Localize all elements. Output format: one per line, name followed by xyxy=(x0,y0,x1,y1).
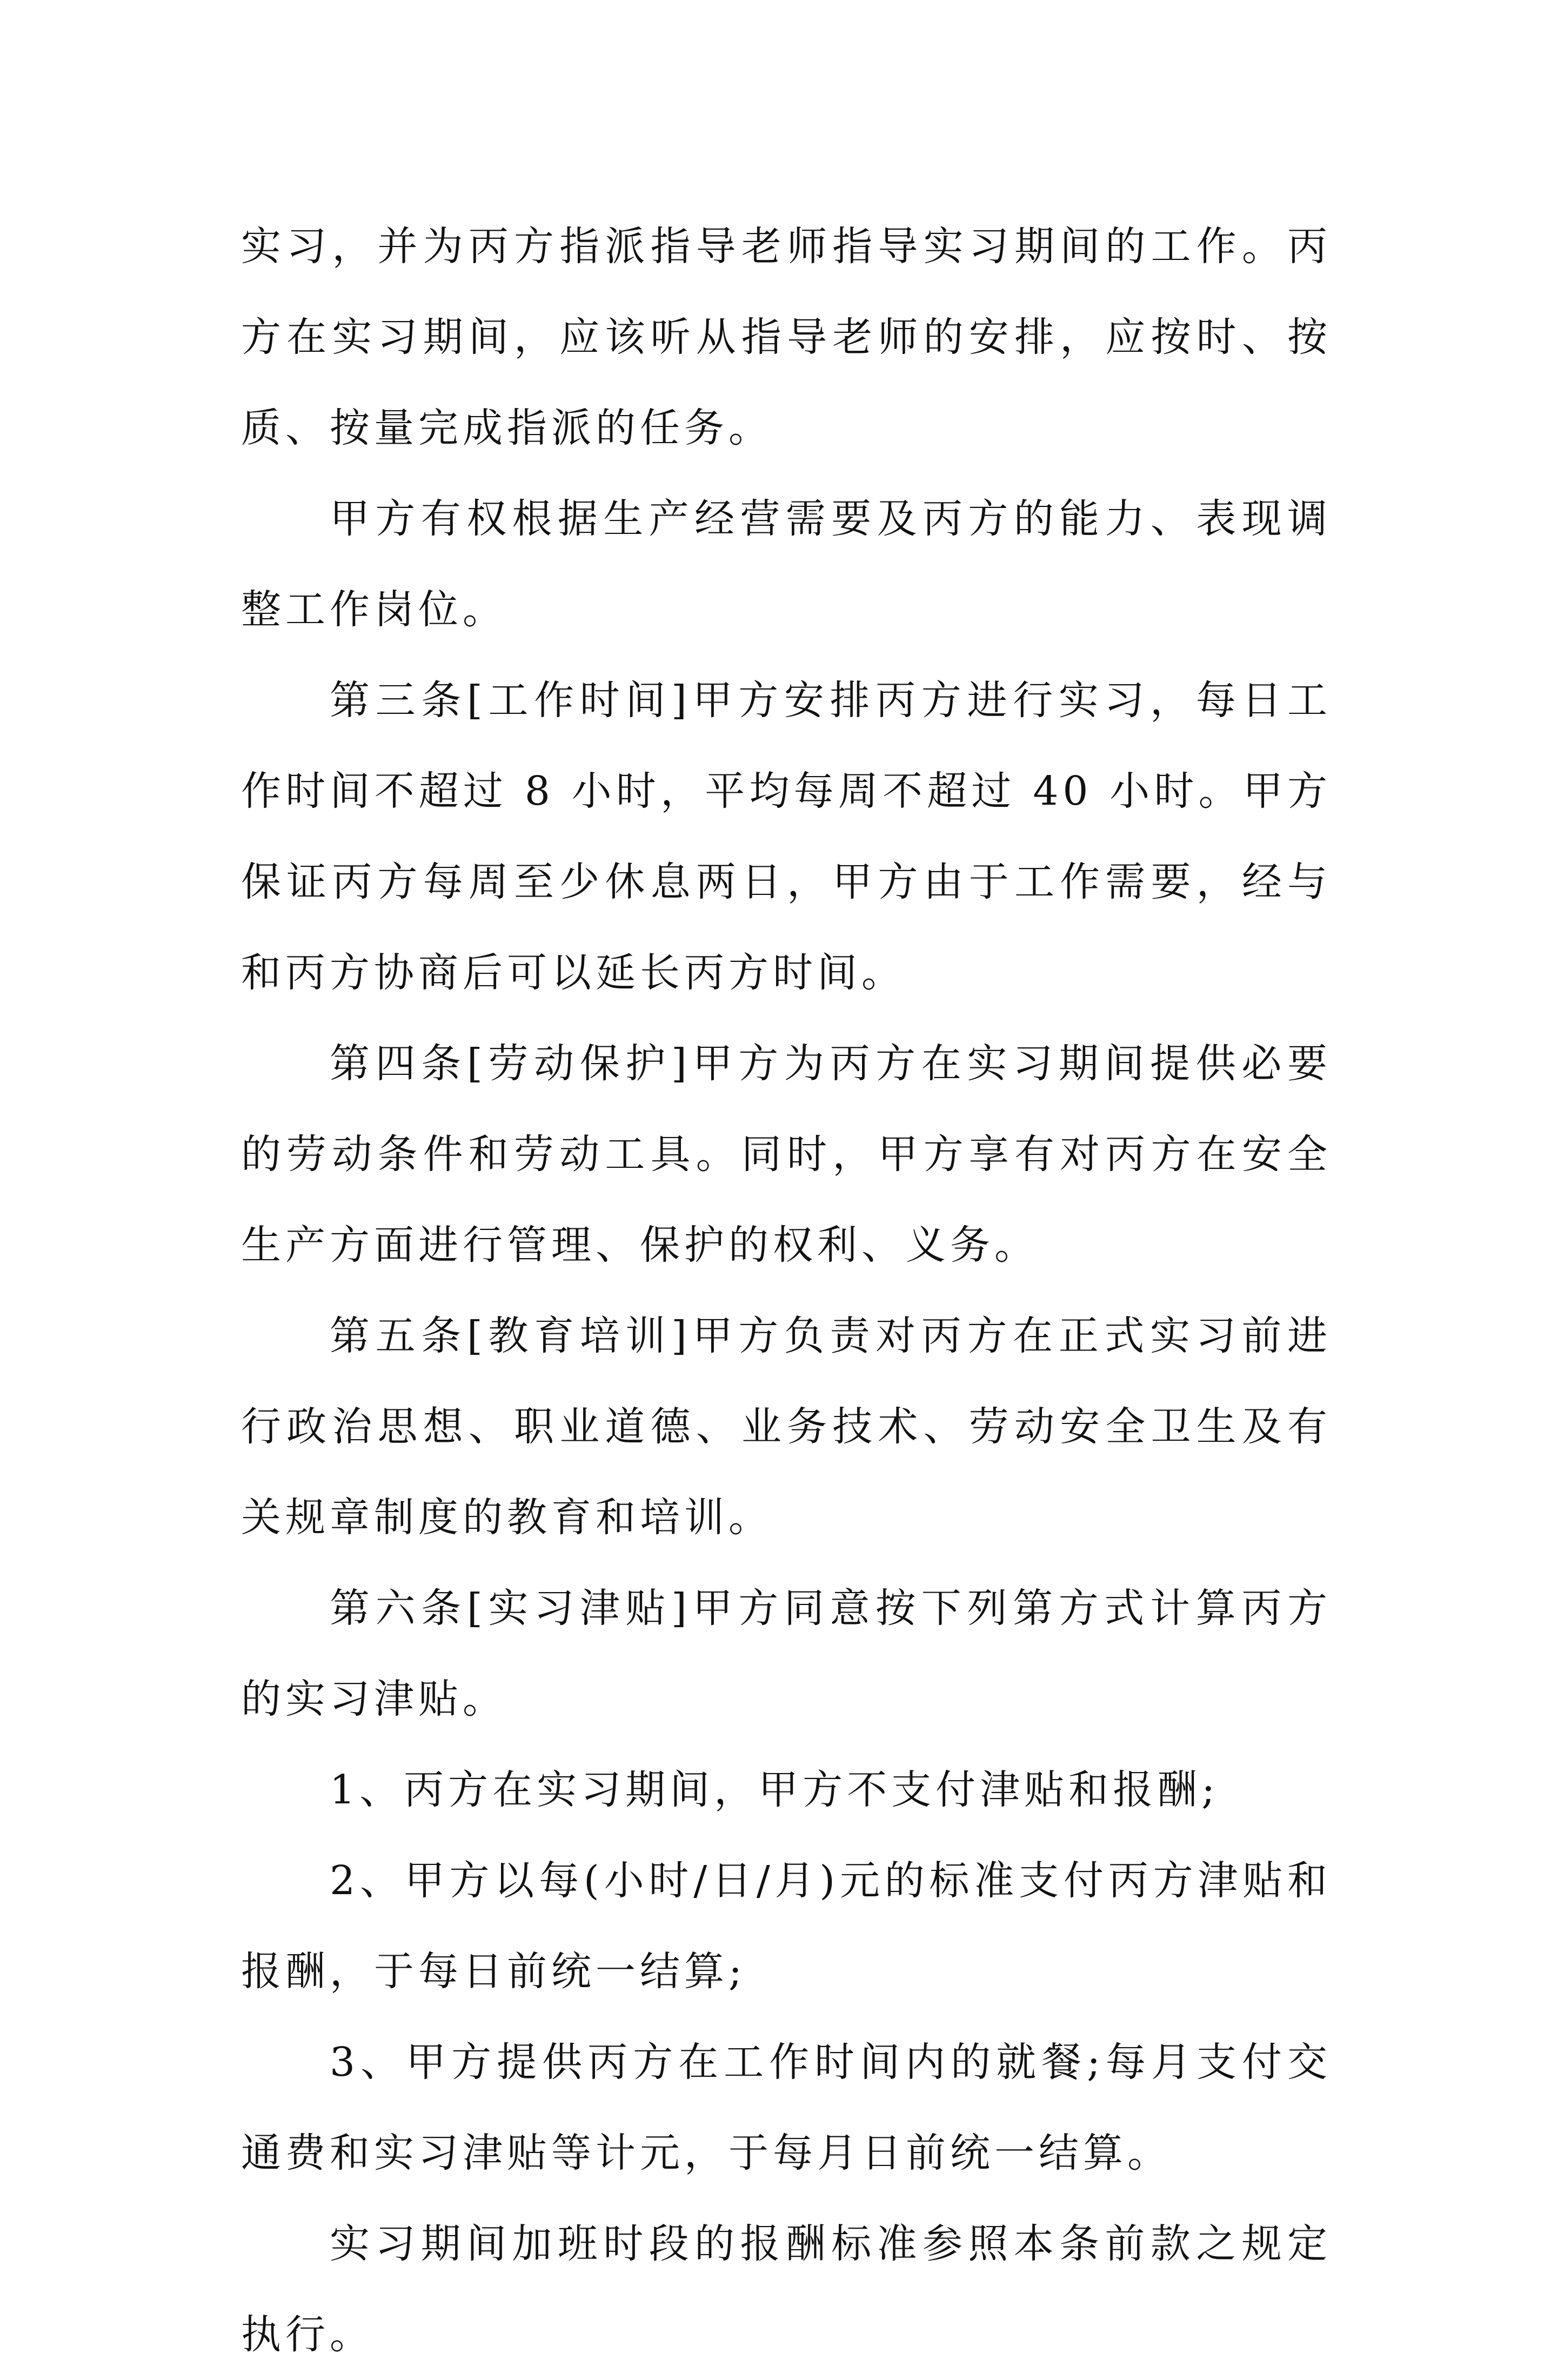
list-item-1: 1、丙方在实习期间，甲方不支付津贴和报酬; xyxy=(330,1767,1220,1813)
paragraph-article-3: 第三条[工作时间]甲方安排丙方进行实习，每日工作时间不超过 8 小时，平均每周不超过 40 小时。甲方保证丙方每周至少休息两日，甲方由于工作需要，经与和丙方协商后可以延长丙方时间。 xyxy=(241,677,1332,996)
list-item-2: 2、甲方以每(小时/日/月)元的标准支付丙方津贴和报酬，于每日前统一结算; xyxy=(241,1857,1332,1995)
document-body xyxy=(241,201,1332,2380)
paragraph-overtime: 实习期间加班时段的报酬标准参照本条前款之规定执行。 xyxy=(241,2221,1332,2358)
paragraph-article-4: 第四条[劳动保护]甲方为丙方在实习期间提供必要的劳动条件和劳动工具。同时，甲方享有对丙方在安全生产方面进行管理、保护的权利、义务。 xyxy=(241,1040,1332,1268)
paragraph-2: 甲方有权根据生产经营需要及丙方的能力、表现调整工作岗位。 xyxy=(241,496,1332,633)
paragraph-1: 实习，并为丙方指派指导老师指导实习期间的工作。丙方在实习期间，应该听从指导老师的安排，应按时、按质、按量完成指派的任务。 xyxy=(241,223,1332,451)
paragraph-article-5: 第五条[教育培训]甲方负责对丙方在正式实习前进行政治思想、职业道德、业务技术、劳动安全卫生及有关规章制度的教育和培训。 xyxy=(241,1313,1332,1541)
paragraph-article-6: 第六条[实习津贴]甲方同意按下列第方式计算丙方的实习津贴。 xyxy=(241,1585,1332,1722)
list-item-3: 3、甲方提供丙方在工作时间内的就餐;每月支付交通费和实习津贴等计元，于每月日前统一结算。 xyxy=(241,2039,1332,2176)
